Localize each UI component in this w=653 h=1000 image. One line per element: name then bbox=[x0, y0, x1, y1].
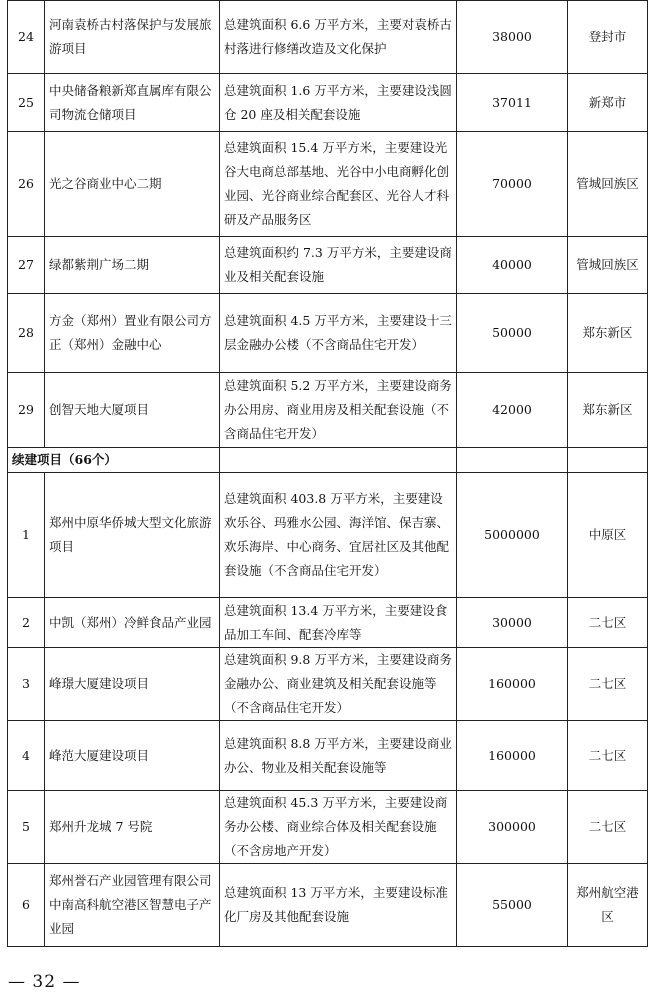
project-name: 峰范大厦建设项目 bbox=[45, 721, 220, 791]
investment-amount: 55000 bbox=[457, 864, 568, 947]
project-description: 总建筑面积 9.8 万平方米，主要建设商务金融办公、商业建筑及相关配套设施等（不含商品住宅开发） bbox=[220, 648, 457, 721]
project-location: 管城回族区 bbox=[568, 132, 648, 237]
project-name: 方金（郑州）置业有限公司方正（郑州）金融中心 bbox=[45, 294, 220, 373]
table-row bbox=[8, 791, 648, 864]
project-name: 创智天地大厦项目 bbox=[45, 373, 220, 448]
investment-amount: 70000 bbox=[457, 132, 568, 237]
project-name: 河南袁桥古村落保护与发展旅游项目 bbox=[45, 1, 220, 74]
table-row bbox=[8, 132, 648, 237]
project-name: 郑州誉石产业园管理有限公司中南高科航空港区智慧电子产业园 bbox=[45, 864, 220, 947]
project-location: 二七区 bbox=[568, 648, 648, 721]
table-row bbox=[8, 473, 648, 598]
table-section bbox=[8, 448, 648, 473]
project-location: 管城回族区 bbox=[568, 237, 648, 294]
project-location: 二七区 bbox=[568, 598, 648, 648]
project-name: 峰璟大厦建设项目 bbox=[45, 648, 220, 721]
row-number: 6 bbox=[8, 864, 45, 947]
row-number: 2 bbox=[8, 598, 45, 648]
row-number: 28 bbox=[8, 294, 45, 373]
project-description: 总建筑面积 403.8 万平方米，主要建设欢乐谷、玛雅水公园、海洋馆、保吉寨、欢乐海岸、中心商务、宜居社区及其他配套设施（不含商品住宅开发） bbox=[220, 473, 457, 598]
table-row bbox=[8, 74, 648, 132]
project-description: 总建筑面积 13.4 万平方米，主要建设食品加工车间、配套冷库等 bbox=[220, 598, 457, 648]
project-name: 郑州中原华侨城大型文化旅游项目 bbox=[45, 473, 220, 598]
project-location: 二七区 bbox=[568, 721, 648, 791]
section-row bbox=[8, 448, 648, 473]
project-description: 总建筑面积 4.5 万平方米，主要建设十三层金融办公楼（不含商品住宅开发） bbox=[220, 294, 457, 373]
project-location: 二七区 bbox=[568, 791, 648, 864]
row-number: 26 bbox=[8, 132, 45, 237]
investment-amount: 160000 bbox=[457, 721, 568, 791]
project-location: 郑东新区 bbox=[568, 373, 648, 448]
table-row bbox=[8, 721, 648, 791]
project-name: 中央储备粮新郑直属库有限公司物流仓储项目 bbox=[45, 74, 220, 132]
page-number: — 32 — bbox=[8, 972, 81, 992]
row-number: 29 bbox=[8, 373, 45, 448]
table-row bbox=[8, 237, 648, 294]
project-description: 总建筑面积 8.8 万平方米，主要建设商业办公、物业及相关配套设施等 bbox=[220, 721, 457, 791]
project-location: 登封市 bbox=[568, 1, 648, 74]
project-name: 中凯（郑州）冷鲜食品产业园 bbox=[45, 598, 220, 648]
investment-amount: 38000 bbox=[457, 1, 568, 74]
project-location: 郑州航空港区 bbox=[568, 864, 648, 947]
project-description: 总建筑面积约 7.3 万平方米，主要建设商业及相关配套设施 bbox=[220, 237, 457, 294]
project-description: 总建筑面积 15.4 万平方米，主要建设光谷大电商总部基地、光谷中小电商孵化创业园、光谷商业综合配套区、光谷人才科研及产品服务区 bbox=[220, 132, 457, 237]
project-location: 中原区 bbox=[568, 473, 648, 598]
table-row bbox=[8, 648, 648, 721]
table-row bbox=[8, 598, 648, 648]
investment-amount: 50000 bbox=[457, 294, 568, 373]
row-number: 5 bbox=[8, 791, 45, 864]
table-row bbox=[8, 864, 648, 947]
row-number: 4 bbox=[8, 721, 45, 791]
table-row bbox=[8, 1, 648, 74]
project-name: 光之谷商业中心二期 bbox=[45, 132, 220, 237]
row-number: 27 bbox=[8, 237, 45, 294]
project-location: 郑东新区 bbox=[568, 294, 648, 373]
investment-amount: 30000 bbox=[457, 598, 568, 648]
project-description: 总建筑面积 45.3 万平方米，主要建设商务办公楼、商业综合体及相关配套设施（不含房地产开发） bbox=[220, 791, 457, 864]
project-name: 绿都紫荆广场二期 bbox=[45, 237, 220, 294]
investment-amount: 300000 bbox=[457, 791, 568, 864]
table-body-top bbox=[8, 1, 648, 448]
table-body-bottom bbox=[8, 473, 648, 947]
project-table bbox=[7, 0, 648, 947]
project-description: 总建筑面积 13 万平方米，主要建设标准化厂房及其他配套设施 bbox=[220, 864, 457, 947]
row-number: 25 bbox=[8, 74, 45, 132]
project-name: 郑州升龙城 7 号院 bbox=[45, 791, 220, 864]
project-description: 总建筑面积 1.6 万平方米，主要建设浅圆仓 20 座及相关配套设施 bbox=[220, 74, 457, 132]
investment-amount: 42000 bbox=[457, 373, 568, 448]
project-location: 新郑市 bbox=[568, 74, 648, 132]
project-description: 总建筑面积 5.2 万平方米，主要建设商务办公用房、商业用房及相关配套设施（不含商品住宅开发） bbox=[220, 373, 457, 448]
investment-amount: 37011 bbox=[457, 74, 568, 132]
investment-amount: 160000 bbox=[457, 648, 568, 721]
table-row bbox=[8, 373, 648, 448]
investment-amount: 5000000 bbox=[457, 473, 568, 598]
table-row bbox=[8, 294, 648, 373]
row-number: 24 bbox=[8, 1, 45, 74]
row-number: 3 bbox=[8, 648, 45, 721]
section-title: 续建项目（66个） bbox=[8, 448, 220, 473]
project-description: 总建筑面积 6.6 万平方米，主要对袁桥古村落进行修缮改造及文化保护 bbox=[220, 1, 457, 74]
row-number: 1 bbox=[8, 473, 45, 598]
investment-amount: 40000 bbox=[457, 237, 568, 294]
